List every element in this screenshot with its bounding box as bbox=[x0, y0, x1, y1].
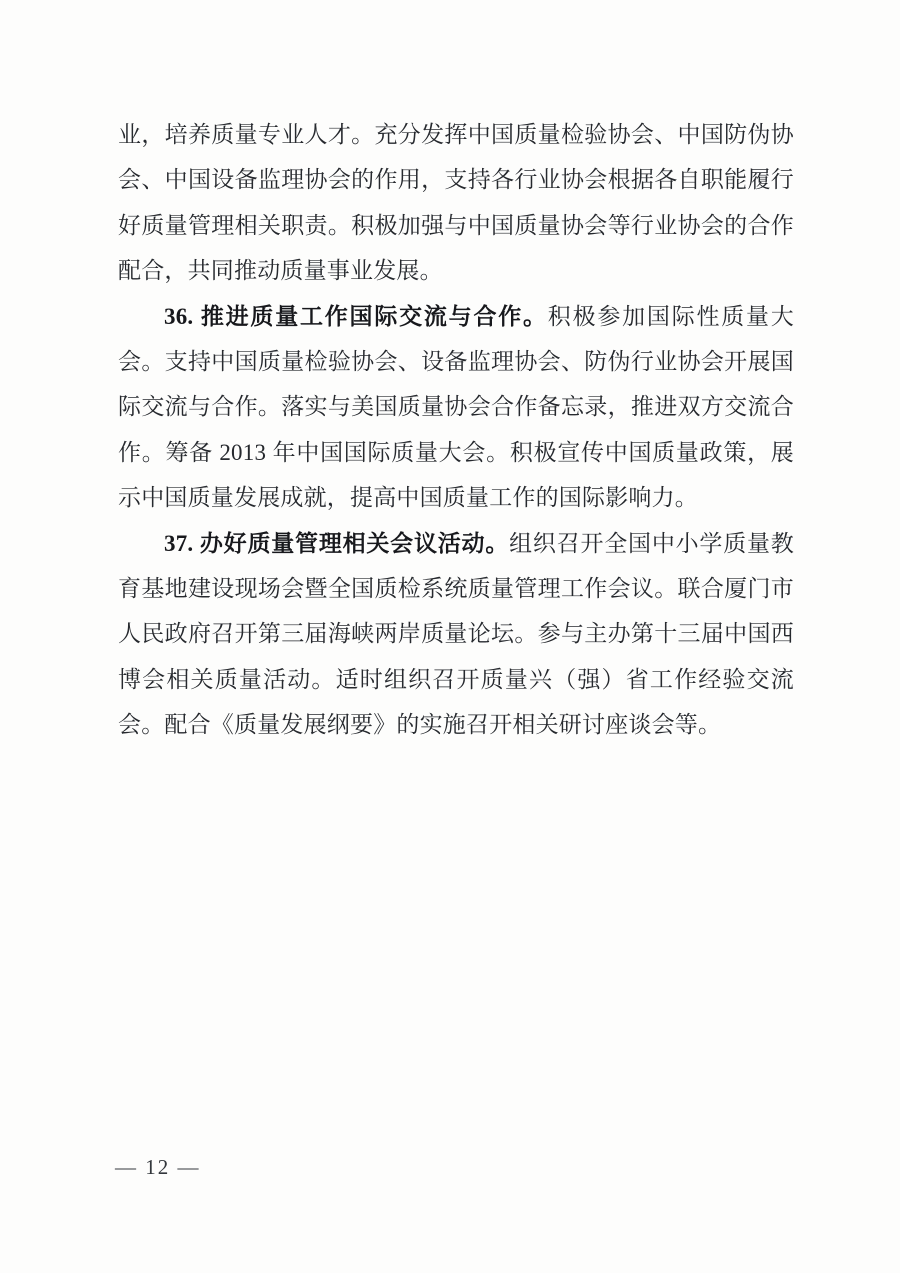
paragraph-item-36 bbox=[118, 294, 794, 521]
paragraph-continuation-text: 业，培养质量专业人才。充分发挥中国质量检验协会、中国防伪协会、中国设备监理协会的作用，支持各行业协会根据各自职能履行好质量管理相关职责。积极加强与中国质量协会等行业协会的合作配合，共同推动质量事业发展。 bbox=[118, 122, 794, 284]
paragraph-continuation bbox=[118, 112, 794, 294]
item-36-heading: 36. 推进质量工作国际交流与合作。 bbox=[164, 303, 548, 329]
document-body bbox=[118, 112, 794, 748]
page-number: — 12 — bbox=[115, 1155, 201, 1179]
item-37-heading: 37. 办好质量管理相关会议活动。 bbox=[164, 530, 510, 556]
item-37-body: 组织召开全国中小学质量教育基地建设现场会暨全国质检系统质量管理工作会议。联合厦门市人民政府召开第三届海峡两岸质量论坛。参与主办第十三届中国西博会相关质量活动。适时组织召开质量兴（强）省工作经验交流会。配合《质量发展纲要》的实施召开相关研讨座谈会等。 bbox=[118, 530, 794, 738]
paragraph-item-37 bbox=[118, 521, 794, 748]
item-36-body: 积极参加国际性质量大会。支持中国质量检验协会、设备监理协会、防伪行业协会开展国际交流与合作。落实与美国质量协会合作备忘录，推进双方交流合作。筹备 2013 年中国国际质量大会。积极宣传中国质量政策，展示中国质量发展成就，提高中国质量工作的国际影响力。 bbox=[118, 303, 795, 511]
